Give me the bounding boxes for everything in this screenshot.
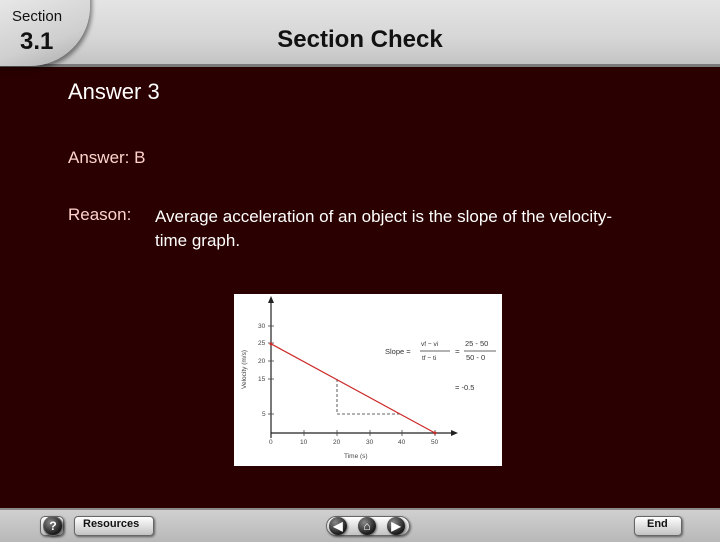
forward-button[interactable]: ▶ — [387, 517, 405, 535]
slope-formula-denominator: tf − ti — [422, 355, 437, 362]
end-label: End — [647, 518, 668, 530]
x-tick-label: 0 — [269, 439, 273, 446]
slope-values-denominator: 50 - 0 — [466, 353, 486, 362]
help-button[interactable] — [40, 516, 64, 536]
graph-svg — [234, 294, 502, 466]
x-axis-arrow — [451, 430, 458, 436]
slope-result: = -0.5 — [455, 383, 475, 392]
reason-text: Average acceleration of an object is the slope of the velocity-time graph. — [155, 207, 613, 250]
velocity-line — [271, 344, 435, 433]
answer-value: B — [134, 148, 146, 167]
x-tick-label: 30 — [366, 439, 374, 446]
y-axis-arrow — [268, 296, 274, 303]
answer-line — [68, 148, 146, 168]
section-number: 3.1 — [20, 28, 54, 55]
y-tick-label: 30 — [258, 323, 266, 330]
x-tick-label: 50 — [431, 439, 439, 446]
velocity-time-graph — [234, 294, 502, 466]
x-tick-label: 20 — [333, 439, 341, 446]
reason-prefix: Reason: — [68, 205, 132, 224]
x-axis-label: Time (s) — [344, 453, 368, 460]
page-title: Section Check — [277, 26, 443, 53]
answer-heading: Answer 3 — [68, 79, 160, 104]
slope-equals: = — [455, 347, 460, 356]
data-point — [434, 432, 437, 435]
resources-button[interactable] — [74, 516, 154, 536]
x-tick-label: 40 — [398, 439, 406, 446]
y-axis-label: Velocity (m/s) — [241, 349, 248, 389]
section-label: Section — [12, 8, 63, 25]
y-tick-label: 20 — [258, 358, 266, 365]
slope-values-numerator: 25 - 50 — [465, 339, 489, 348]
y-tick-label: 25 — [258, 340, 266, 347]
back-button[interactable]: ◀ — [329, 517, 347, 535]
slope-formula-numerator: vf − vi — [421, 341, 439, 348]
home-button[interactable]: ⌂ — [358, 517, 376, 535]
slope-label: Slope = — [385, 347, 411, 356]
data-point — [270, 342, 273, 345]
help-icon: ? — [43, 516, 63, 536]
header-divider — [0, 64, 720, 67]
y-tick-label: 15 — [258, 376, 266, 383]
end-button[interactable] — [634, 516, 682, 536]
x-tick-label: 10 — [300, 439, 308, 446]
y-tick-label: 5 — [262, 411, 266, 418]
answer-prefix: Answer: — [68, 148, 130, 167]
resources-label: Resources — [83, 518, 140, 530]
footer-nav-bar — [0, 508, 720, 542]
